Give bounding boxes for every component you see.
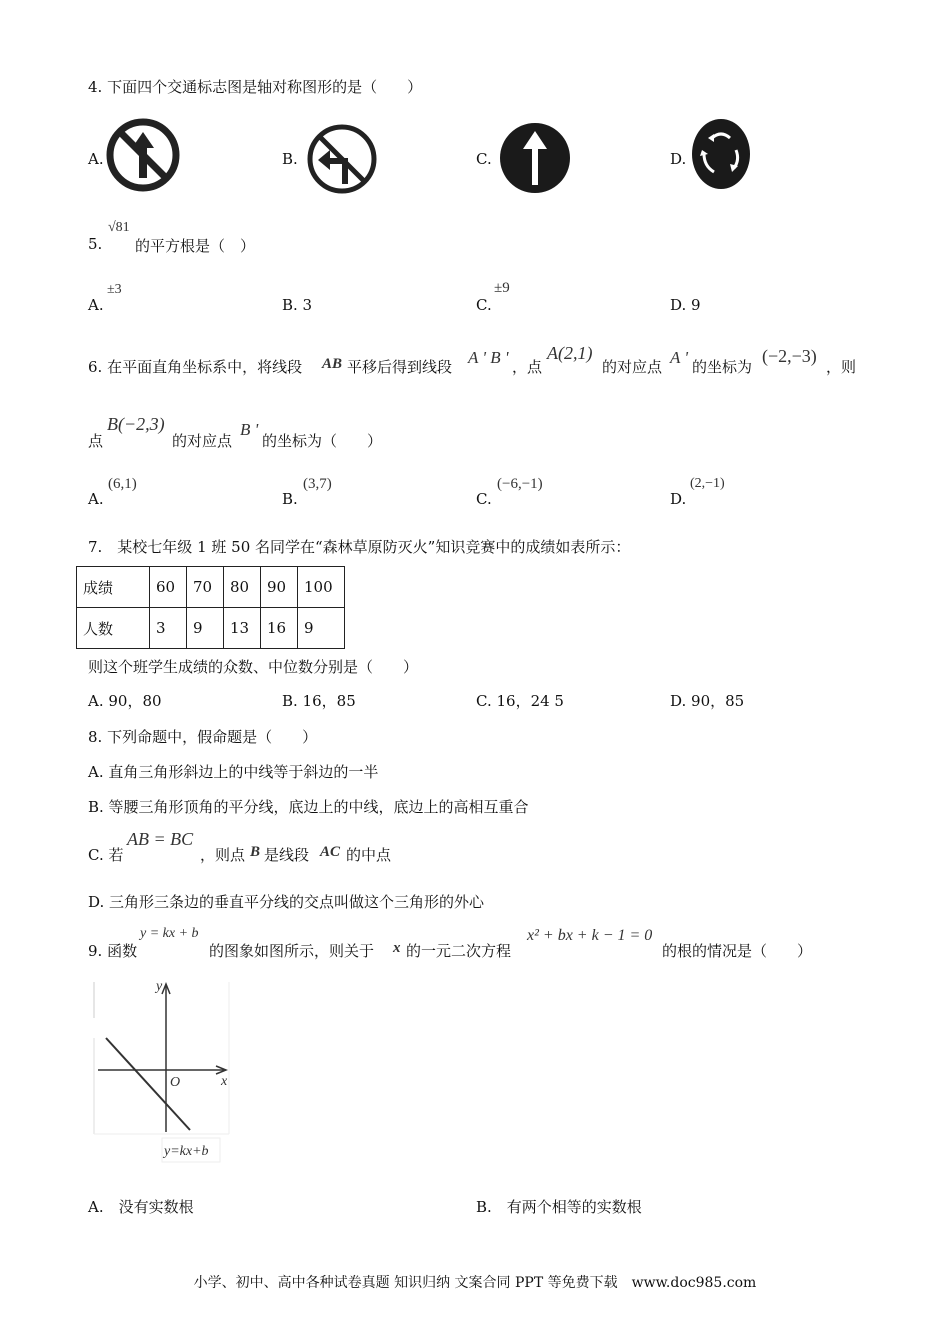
q6-option-d-label: D. xyxy=(670,490,687,508)
q8-option-c-b: B xyxy=(250,844,261,860)
q6-option-a-label: A. xyxy=(88,490,104,508)
table-cell: 成绩 xyxy=(77,567,150,608)
q9-function-graph xyxy=(86,978,236,1168)
q4-option-a-label: A. xyxy=(88,150,104,168)
q6-segment-ab: AB xyxy=(322,356,343,372)
q5-tail: 的平方根是（ ） xyxy=(135,237,256,255)
q5-radical: √81 xyxy=(108,220,130,235)
no-straight-sign-icon xyxy=(104,118,182,192)
table-cell: 100 xyxy=(298,567,345,608)
q6-line1-a: 6. 在平面直角坐标系中，将线段 xyxy=(88,358,303,376)
q8-option-c-pre: C. 若 xyxy=(88,846,124,864)
q6-point-a-prime: A ' xyxy=(670,348,688,367)
q5-option-a-math: ±3 xyxy=(107,282,122,297)
table-row xyxy=(77,608,345,649)
q9-option-a: A. 没有实数根 xyxy=(88,1198,194,1216)
q9-mid: 的图象如图所示，则关于 xyxy=(209,942,375,960)
q9-function: y = kx + b xyxy=(140,926,199,941)
q6-point-a: A(2,1) xyxy=(547,343,593,363)
q6-option-c-math: (−6,−1) xyxy=(497,476,543,492)
q6-line1-b: 平移后得到线段 xyxy=(347,358,453,376)
q8-option-c-post3: 的中点 xyxy=(346,846,392,864)
q8-option-b: B. 等腰三角形顶角的平分线，底边上的中线，底边上的高相互重合 xyxy=(88,798,529,816)
q4-option-b-label: B. xyxy=(282,150,298,168)
y-axis-label: y xyxy=(156,979,163,994)
q9-pre: 9. 函数 xyxy=(88,942,138,960)
q5-option-c-math: ±9 xyxy=(494,280,510,296)
q5-option-a-label: A. xyxy=(88,296,104,314)
no-left-turn-sign-icon xyxy=(304,122,380,196)
table-cell: 60 xyxy=(150,567,187,608)
q6-point-b: B(−2,3) xyxy=(107,414,165,434)
q7-option-c: C. 16，24 5 xyxy=(476,692,564,710)
q9-option-b: B. 有两个相等的实数根 xyxy=(476,1198,642,1216)
q9-equation: x² + bx + k − 1 = 0 xyxy=(527,927,653,944)
q7-option-d: D. 90，85 xyxy=(670,692,745,710)
table-cell: 人数 xyxy=(77,608,150,649)
origin-label: O xyxy=(170,1075,181,1090)
roundabout-sign-icon xyxy=(690,118,752,190)
q8-option-a: A. 直角三角形斜边上的中线等于斜边的一半 xyxy=(88,763,379,781)
x-axis-label: x xyxy=(221,1074,228,1089)
table-cell: 80 xyxy=(224,567,261,608)
q5-option-c-label: C. xyxy=(476,296,492,314)
graph-caption: y=kx+b xyxy=(164,1144,209,1159)
q7-score-table xyxy=(76,566,345,649)
table-cell: 13 xyxy=(224,608,261,649)
q8-option-c-post: ，则点 xyxy=(200,846,246,864)
q6-line2-b: 的对应点 xyxy=(172,432,233,450)
q6-option-b-label: B. xyxy=(282,490,298,508)
q7-question: 则这个班学生成绩的众数、中位数分别是（ ） xyxy=(88,658,419,676)
q6-line2-c: 的坐标为（ ） xyxy=(262,432,383,450)
q8-option-d: D. 三角形三条边的垂直平分线的交点叫做这个三角形的外心 xyxy=(88,893,485,911)
q7-option-a: A. 90，80 xyxy=(88,692,162,710)
q5-number: 5. xyxy=(88,235,103,253)
q6-line2-a: 点 xyxy=(88,432,104,450)
q6-line1-f: ，则 xyxy=(826,358,857,376)
table-cell: 3 xyxy=(150,608,187,649)
q9-post: 的根的情况是（ ） xyxy=(662,942,813,960)
q7-option-b: B. 16，85 xyxy=(282,692,356,710)
q6-segment-prime: A ' B ' xyxy=(468,348,509,367)
q6-option-b-math: (3,7) xyxy=(303,476,332,492)
q4-option-d-label: D. xyxy=(670,150,687,168)
q6-line1-c: ，点 xyxy=(512,358,543,376)
q6-option-d-math: (2,−1) xyxy=(690,476,725,491)
q6-option-c-label: C. xyxy=(476,490,492,508)
q6-line1-d: 的对应点 xyxy=(602,358,663,376)
q9-x: x xyxy=(393,940,401,956)
q8-option-c-math: AB = BC xyxy=(127,829,194,849)
table-cell: 90 xyxy=(261,567,298,608)
q4-option-c-label: C. xyxy=(476,150,492,168)
q7-stem: 7. 某校七年级 1 班 50 名同学在“森林草原防灭火”知识竞赛中的成绩如表所示： xyxy=(88,538,631,556)
table-cell: 9 xyxy=(187,608,224,649)
q5-option-d: D. 9 xyxy=(670,296,701,314)
q4-stem: 4. 下面四个交通标志图是轴对称图形的是（ ） xyxy=(88,78,423,96)
q6-line1-e: 的坐标为 xyxy=(692,358,753,376)
q6-coord-a-prime: (−2,−3) xyxy=(762,346,817,366)
q6-option-a-math: (6,1) xyxy=(108,476,137,492)
table-cell: 70 xyxy=(187,567,224,608)
q5-option-b: B. 3 xyxy=(282,296,313,314)
q6-point-b-prime: B ' xyxy=(240,420,259,439)
q9-mid2: 的一元二次方程 xyxy=(406,942,512,960)
straight-ahead-sign-icon xyxy=(498,121,572,195)
q8-option-c-ac: AC xyxy=(320,844,341,860)
page-footer: 小学、初中、高中各种试卷真题 知识归纳 文案合同 PPT 等免费下载 www.doc985.com xyxy=(193,1275,757,1291)
table-cell: 9 xyxy=(298,608,345,649)
table-cell: 16 xyxy=(261,608,298,649)
table-row xyxy=(77,567,345,608)
q8-stem: 8. 下列命题中，假命题是（ ） xyxy=(88,728,318,746)
q8-option-c-post2: 是线段 xyxy=(264,846,310,864)
